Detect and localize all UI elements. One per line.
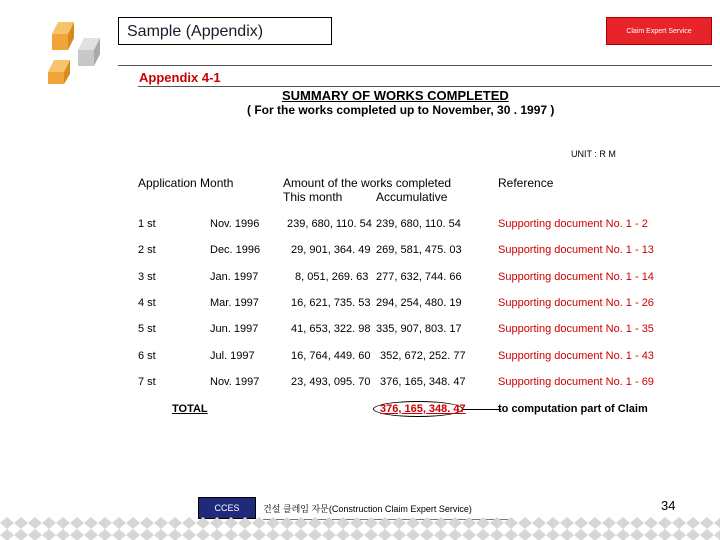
header-this-month: This month [283,190,343,204]
reference-cell: Supporting document No. 1 - 69 [498,376,654,388]
unit-label: UNIT : R M [571,149,616,159]
total-note: to computation part of Claim [498,403,648,415]
page-title: Sample (Appendix) [127,23,264,40]
reference-cell: Supporting document No. 1 - 2 [498,218,648,230]
accumulative-cell: 352, 672, 252. 77 [380,350,466,362]
application-cell: 3 st [138,271,156,283]
claim-expert-badge [606,17,712,45]
accumulative-cell: 294, 254, 480. 19 [376,297,462,309]
month-cell: Jun. 1997 [210,323,259,335]
month-cell: Nov. 1997 [210,376,260,388]
reference-cell: Supporting document No. 1 - 35 [498,323,654,335]
total-value: 376, 165, 348. 47 [380,403,466,415]
reference-cell: Supporting document No. 1 - 13 [498,244,654,256]
total-label: TOTAL [172,403,208,415]
total-arrow-line [463,409,501,410]
month-cell: Jul. 1997 [210,350,255,362]
month-cell: Jan. 1997 [210,271,259,283]
heading-rule [138,86,720,87]
cces-logo-label: CCES [214,503,240,513]
month-cell: Mar. 1997 [210,297,259,309]
application-cell: 5 st [138,323,156,335]
footer-text: 건설 클레임 자문(Construction Claim Expert Service) [263,504,472,514]
accumulative-cell: 239, 680, 110. 54 [376,218,461,230]
summary-heading: SUMMARY OF WORKS COMPLETED [282,88,509,103]
header-application-month: Application Month [138,176,234,190]
badge-label: Claim Expert Service [626,27,692,35]
this-month-cell: 16, 764, 449. 60 [291,350,371,362]
month-cell: Dec. 1996 [210,244,261,256]
header-divider [118,44,712,66]
footer-diamond-pattern-icon [0,517,720,540]
this-month-cell: 41, 653, 322. 98 [291,323,371,335]
title-box [118,17,332,45]
this-month-cell: 16, 621, 735. 53 [291,297,371,309]
reference-cell: Supporting document No. 1 - 14 [498,271,654,283]
accumulative-cell: 335, 907, 803. 17 [376,323,462,335]
application-cell: 6 st [138,350,156,362]
application-cell: 2 st [138,244,156,256]
application-cell: 7 st [138,376,156,388]
accumulative-cell: 269, 581, 475. 03 [376,244,462,256]
header-accumulative: Accumulative [376,190,448,204]
this-month-cell: 8, 051, 269. 63 [295,271,369,283]
accumulative-cell: 376, 165, 348. 47 [380,376,466,388]
page-number: 34 [661,498,676,513]
cces-logo [198,497,256,519]
application-cell: 4 st [138,297,156,309]
header-reference: Reference [498,176,554,190]
this-month-cell: 29, 901, 364. 49 [291,244,371,256]
application-cell: 1 st [138,218,156,230]
this-month-cell: 239, 680, 110. 54 [287,218,372,230]
reference-cell: Supporting document No. 1 - 43 [498,350,654,362]
decorative-cubes-icon [44,20,112,86]
this-month-cell: 23, 493, 095. 70 [291,376,371,388]
month-cell: Nov. 1996 [210,218,260,230]
header-amount-title: Amount of the works completed [283,176,452,190]
summary-subheading: ( For the works completed up to November, 30 . 1997 ) [247,103,555,117]
accumulative-cell: 277, 632, 744. 66 [376,271,462,283]
appendix-label: Appendix 4-1 [139,70,221,85]
reference-cell: Supporting document No. 1 - 26 [498,297,654,309]
total-value-circle [373,401,466,417]
